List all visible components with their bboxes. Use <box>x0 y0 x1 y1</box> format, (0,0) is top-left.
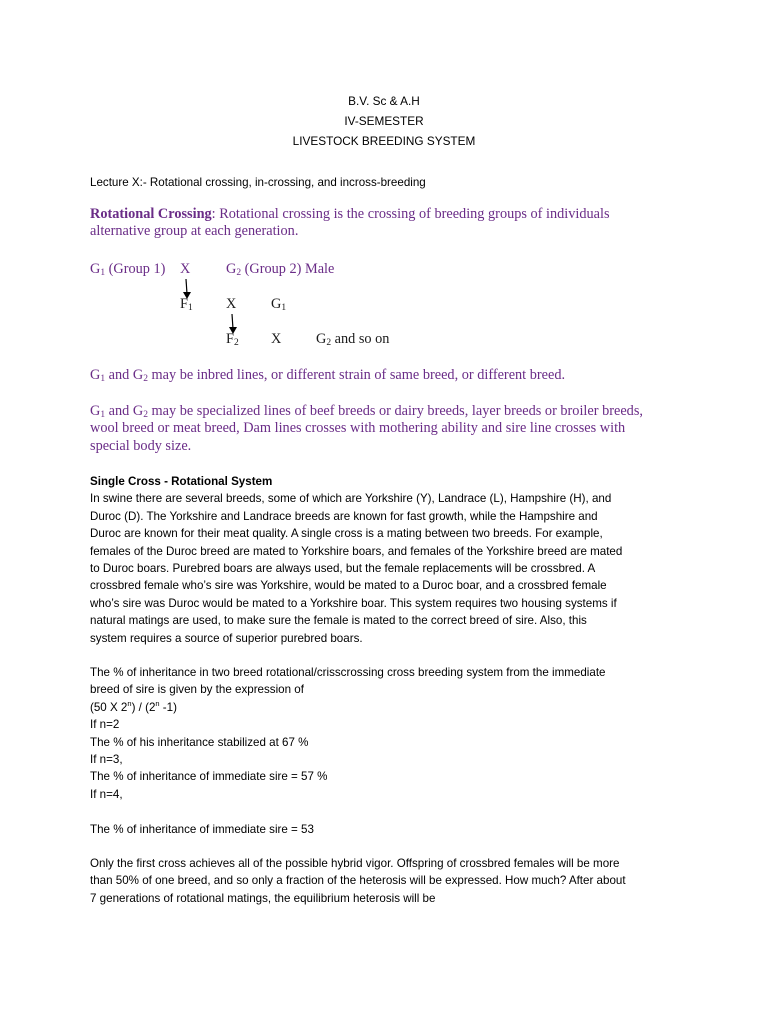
g1-group1: $G_1$ (Group 1) <box>90 261 166 278</box>
rotational-definition: Rotational Crossing: Rotational crossing is the crossing of breeding groups of individuals alternative group at each generation. <box>90 206 610 240</box>
rotational-term: Rotational Crossing <box>90 206 212 222</box>
conclusion-paragraph: Only the first cross achieves all of the possible hybrid vigor. Offspring of crossbred females will be more than 50% of one breed, and so only a fraction of the heterosis will be expressed. How much? After about 7 generations of rotational matings, the equilibrium heterosis will be <box>90 857 626 905</box>
f2: $F_2$ <box>226 331 239 348</box>
course-code: B.V. Sc & A.H <box>348 94 420 108</box>
document-title: LIVESTOCK BREEDING SYSTEM <box>292 134 476 148</box>
inheritance-result: The % of inheritance of immediate sire = 53 <box>90 823 314 836</box>
lecture-title: Lecture X:- Rotational crossing, in-crossing, and incross-breeding <box>90 176 426 189</box>
note-lines-breeds: $G_1$ and $G_2$ may be inbred lines, or different strain of same breed, or different breed. <box>90 367 566 384</box>
inheritance-formula: (50 X 2$^n$) / (2$^n$ -1) <box>90 698 177 714</box>
f1: $F_1$ <box>180 296 193 313</box>
g2-and-so-on: $G_2$ and so on <box>316 331 390 348</box>
g2-group2-male: $G_2$ (Group 2) Male <box>226 261 335 278</box>
single-cross-section: Single Cross - Rotational System In swine there are several breeds, some of which are Yorkshire (Y), Landrace (L), Hampshire (H), and Duroc (D). The Yorkshire and Landrace breeds are known for fast growth, while the Hampshire and Duroc are known for their meat quality. A single cross is a mating between two breeds. For example, females of the Duroc breed are mated to Yorkshire boars, and females of the Yorkshire breed are mated to Duroc boars. Purebred boars are always used, but the female replacements will be crossbred. A crossbred female who’s sire was Yorkshire, would be mated to a Duroc boar, and a crossbred female who’s sire was Duroc would be mated to a Yorkshire boar. This system requires two housing systems if natural matings are used, to make sure the female is mated to the correct breed of sire. Also, this system requires a source of superior purebred boars. <box>90 473 690 647</box>
g1: $G_1$ <box>271 296 287 313</box>
inheritance-section: The % of inheritance in two breed rotational/crisscrossing cross breeding system from the immediate breed of sire is given by the expression of (50 X 2$^n$) / (2$^n$ -1) If n=2 The % of his inheritance stabilized at 67 % If n=3, The % of inheritance of immediate sire = 57 % If n=4, <box>90 664 690 803</box>
section-heading: Single Cross - Rotational System <box>90 475 273 488</box>
cross-x-3: X <box>271 331 282 347</box>
note-specialized-lines: $G_1$ and $G_2$ may be specialized lines of beef breeds or dairy breeds, layer breeds or broiler breeds, wool breed or meat breed, Dam lines crosses with mothering ability and sire line crosses with special body size. <box>90 403 643 454</box>
semester: IV-SEMESTER <box>344 114 424 128</box>
cross-x-1: X <box>180 261 191 277</box>
cross-x-2: X <box>226 296 237 312</box>
